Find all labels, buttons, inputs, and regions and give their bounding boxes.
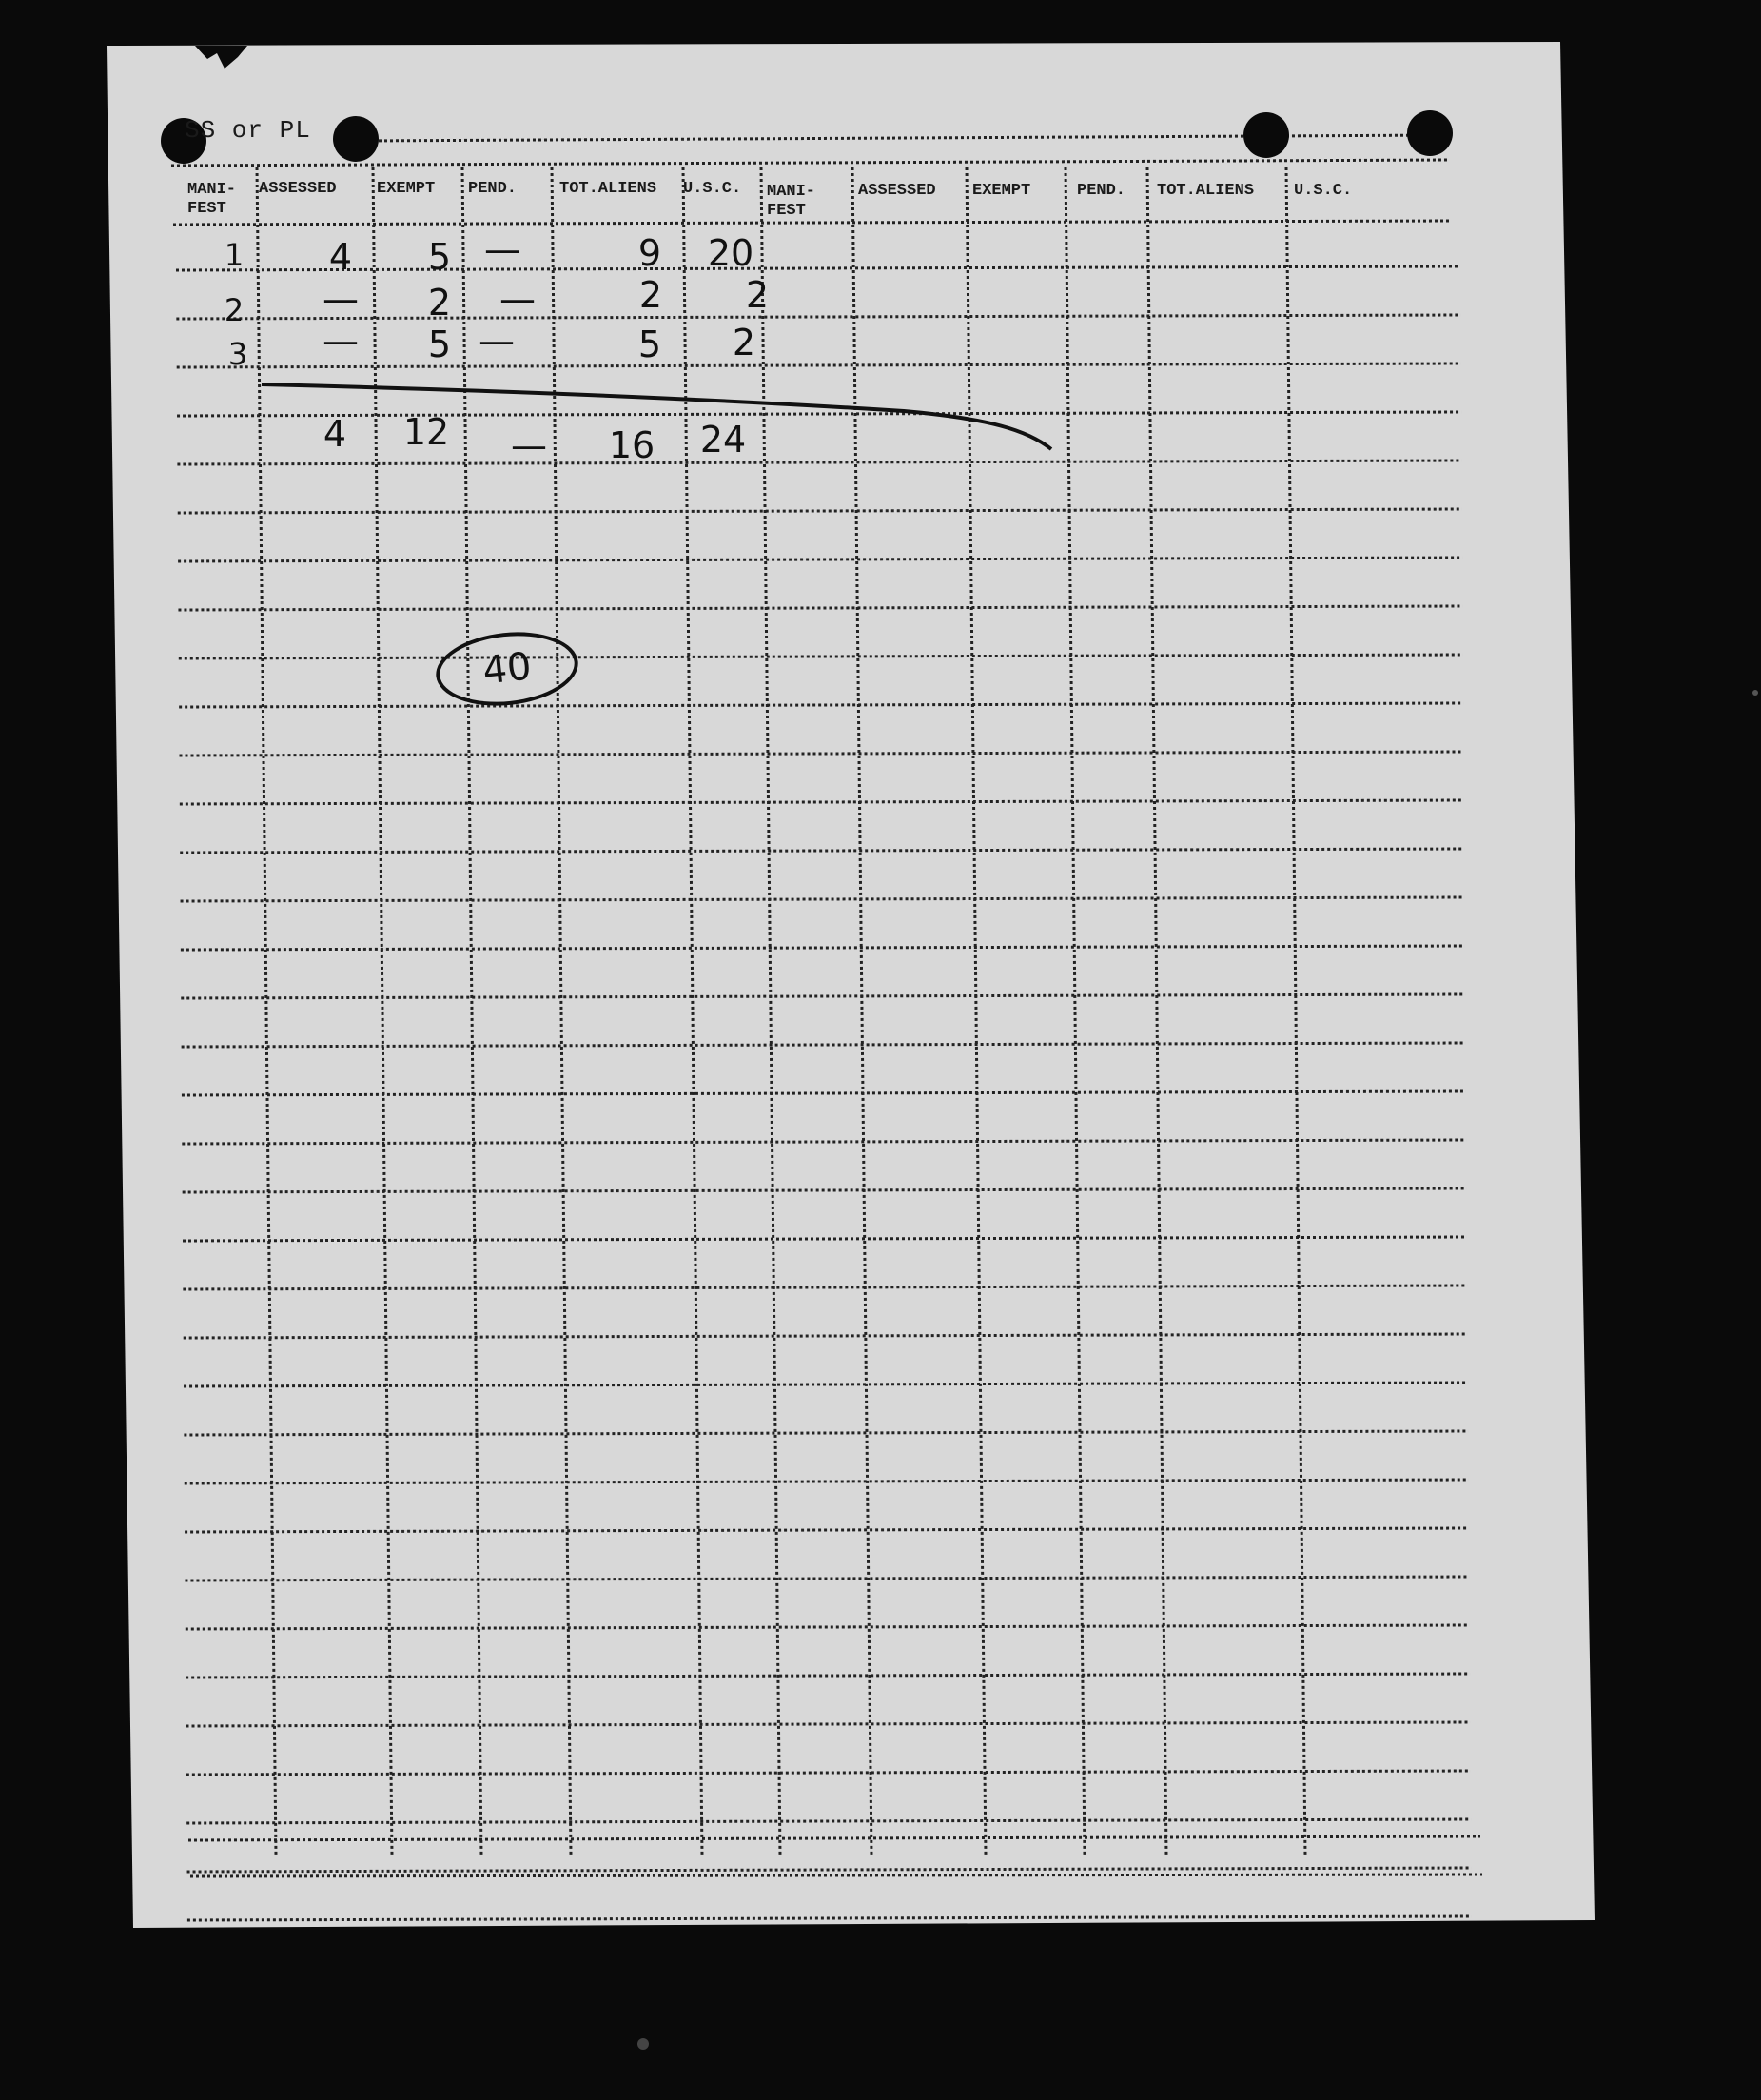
- entry-exempt: 5: [427, 236, 452, 278]
- total-exempt: 12: [402, 411, 450, 453]
- binder-hole-3: [1243, 112, 1289, 158]
- header-line: MANI-: [187, 181, 237, 199]
- binder-hole-2: [333, 116, 379, 162]
- entry-assessed: 4: [328, 236, 353, 278]
- total-tot-aliens: 16: [608, 424, 655, 466]
- header-assessed-left: ASSESSED: [259, 180, 337, 198]
- total-usc: 24: [699, 419, 747, 461]
- entry-pend: —: [499, 278, 536, 320]
- total-assessed: 4: [323, 413, 347, 455]
- header-line: MANI-: [767, 183, 816, 201]
- entry-manifest: 3: [227, 336, 248, 372]
- header-assessed-right: ASSESSED: [858, 182, 936, 200]
- entry-tot-aliens: 5: [637, 324, 662, 365]
- vessel-label: SS or PL: [185, 116, 311, 145]
- entry-manifest: 1: [224, 237, 245, 273]
- entry-usc: 2: [745, 274, 770, 316]
- header-usc-right: U.S.C.: [1294, 182, 1353, 200]
- entry-exempt: 2: [427, 282, 452, 324]
- header-tot-aliens-right: TOT.ALIENS: [1157, 182, 1255, 200]
- total-pend: —: [511, 424, 547, 466]
- entry-assessed: —: [323, 278, 359, 320]
- header-line: FEST: [767, 202, 806, 220]
- entry-assessed: —: [323, 320, 359, 362]
- entry-tot-aliens: 2: [638, 274, 663, 316]
- scan-speck: [1752, 690, 1758, 696]
- scan-speck: [637, 2038, 649, 2050]
- header-manifest-left: [187, 181, 236, 219]
- header-tot-aliens-left: TOT.ALIENS: [559, 180, 657, 198]
- entry-tot-aliens: 9: [637, 232, 662, 274]
- entry-exempt: 5: [427, 324, 452, 365]
- header-line: FEST: [187, 200, 226, 218]
- header-pend-right: PEND.: [1077, 182, 1126, 200]
- header-manifest-right: [767, 183, 815, 221]
- entry-pend: —: [484, 228, 520, 270]
- entry-pend: —: [479, 320, 515, 362]
- header-pend-left: PEND.: [468, 180, 518, 198]
- header-usc-left: U.S.C.: [683, 180, 742, 198]
- entry-manifest: 2: [224, 292, 245, 328]
- circled-note-value: 40: [480, 644, 534, 694]
- header-exempt-left: EXEMPT: [377, 180, 436, 198]
- entry-usc: 2: [732, 322, 756, 363]
- header-exempt-right: EXEMPT: [972, 182, 1031, 200]
- entry-usc: 20: [707, 232, 754, 274]
- binder-hole-4: [1407, 110, 1453, 156]
